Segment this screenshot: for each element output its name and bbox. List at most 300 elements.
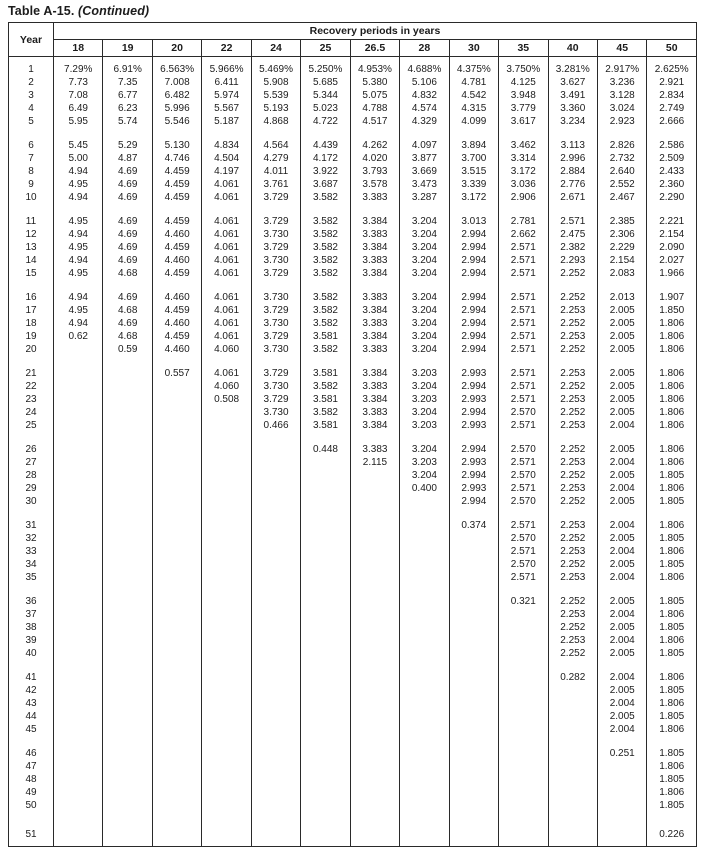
spacer-cell (202, 508, 251, 519)
spacer-cell (9, 432, 54, 443)
table-cell: 3.582 (301, 267, 350, 280)
table-cell (499, 760, 548, 773)
table-cell: 4.197 (202, 165, 251, 178)
spacer-cell (152, 356, 201, 367)
table-cell (54, 380, 103, 393)
table-title (8, 4, 697, 18)
table-cell (251, 828, 300, 841)
table-cell (449, 828, 498, 841)
spacer-cell (251, 128, 300, 139)
spacer-cell (103, 508, 152, 519)
table-cell: 2.826 (597, 139, 646, 152)
spacer-cell (400, 204, 449, 215)
table-cell (499, 608, 548, 621)
table-cell: 2.005 (597, 330, 646, 343)
table-cell (251, 697, 300, 710)
spacer-cell (350, 280, 399, 291)
table-row (9, 684, 697, 697)
spacer-cell (548, 584, 597, 595)
spacer-row (9, 508, 697, 519)
year-column-header: Year (9, 23, 54, 57)
table-cell: 2.004 (597, 697, 646, 710)
spacer-cell (152, 508, 201, 519)
table-cell: 1.805 (647, 747, 697, 760)
table-cell: 3.203 (400, 456, 449, 469)
table-cell (499, 647, 548, 660)
spacer-cell (152, 736, 201, 747)
table-row (9, 330, 697, 343)
table-cell (251, 608, 300, 621)
table-cell: 2.252 (548, 267, 597, 280)
table-cell (499, 723, 548, 736)
table-cell: 4.95 (54, 241, 103, 254)
table-cell: 2.004 (597, 671, 646, 684)
spacer-row (9, 204, 697, 215)
table-cell: 2.252 (548, 406, 597, 419)
table-row (9, 317, 697, 330)
year-cell: 49 (9, 786, 54, 799)
table-cell (202, 697, 251, 710)
table-cell (350, 747, 399, 760)
table-row (9, 380, 697, 393)
spacer-cell (103, 584, 152, 595)
spacer-cell (350, 584, 399, 595)
spacer-cell (449, 841, 498, 847)
period-column-header: 22 (202, 40, 251, 57)
table-cell (548, 760, 597, 773)
spacer-row (9, 280, 697, 291)
spacer-cell (597, 508, 646, 519)
spacer-cell (350, 812, 399, 828)
table-cell (103, 828, 152, 841)
period-column-header: 45 (597, 40, 646, 57)
table-row (9, 367, 697, 380)
table-row (9, 304, 697, 317)
year-cell: 12 (9, 228, 54, 241)
spacer-cell (449, 736, 498, 747)
table-cell: 2.570 (499, 558, 548, 571)
table-cell: 5.685 (301, 76, 350, 89)
table-cell: 1.805 (647, 469, 697, 482)
table-cell: 3.582 (301, 317, 350, 330)
table-cell: 3.287 (400, 191, 449, 204)
table-cell: 4.781 (449, 76, 498, 89)
table-cell (597, 773, 646, 786)
table-cell: 5.106 (400, 76, 449, 89)
table-cell: 3.730 (251, 380, 300, 393)
table-cell: 4.375% (449, 63, 498, 76)
spacer-cell (301, 508, 350, 519)
table-cell: 4.95 (54, 267, 103, 280)
spacer-cell (301, 204, 350, 215)
table-cell (350, 595, 399, 608)
table-row (9, 241, 697, 254)
table-cell (54, 571, 103, 584)
spacer-cell (548, 204, 597, 215)
table-cell: 2.640 (597, 165, 646, 178)
table-cell: 3.204 (400, 406, 449, 419)
table-cell: 4.69 (103, 228, 152, 241)
table-cell: 2.253 (548, 304, 597, 317)
table-cell: 3.339 (449, 178, 498, 191)
spacer-cell (597, 841, 646, 847)
table-cell (400, 671, 449, 684)
table-cell: 3.793 (350, 165, 399, 178)
spacer-cell (202, 432, 251, 443)
table-cell: 3.204 (400, 241, 449, 254)
table-cell (103, 747, 152, 760)
table-cell: 3.473 (400, 178, 449, 191)
table-cell (54, 621, 103, 634)
table-row (9, 254, 697, 267)
spacer-cell (152, 660, 201, 671)
table-cell: 3.234 (548, 115, 597, 128)
spacer-cell (9, 736, 54, 747)
table-cell: 2.570 (499, 469, 548, 482)
table-cell: 6.482 (152, 89, 201, 102)
spacer-cell (103, 356, 152, 367)
year-cell: 42 (9, 684, 54, 697)
table-cell (499, 671, 548, 684)
table-cell: 2.004 (597, 482, 646, 495)
table-cell (301, 786, 350, 799)
table-cell: 2.252 (548, 317, 597, 330)
table-row (9, 671, 697, 684)
table-cell (251, 545, 300, 558)
table-cell: 1.805 (647, 647, 697, 660)
year-cell: 29 (9, 482, 54, 495)
table-cell (202, 469, 251, 482)
table-cell: 2.004 (597, 419, 646, 432)
table-cell: 2.994 (449, 380, 498, 393)
table-cell: 4.94 (54, 291, 103, 304)
table-cell: 7.73 (54, 76, 103, 89)
table-cell: 3.582 (301, 228, 350, 241)
table-cell: 2.115 (350, 456, 399, 469)
table-cell (202, 684, 251, 697)
table-cell: 4.125 (499, 76, 548, 89)
spacer-cell (9, 204, 54, 215)
spacer-row (9, 128, 697, 139)
table-cell: 4.746 (152, 152, 201, 165)
spacer-cell (9, 841, 54, 847)
table-cell: 2.253 (548, 367, 597, 380)
table-cell (152, 558, 201, 571)
year-cell: 33 (9, 545, 54, 558)
table-cell: 3.383 (350, 317, 399, 330)
table-cell: 1.806 (647, 482, 697, 495)
table-row (9, 343, 697, 356)
table-cell (202, 621, 251, 634)
table-cell (350, 532, 399, 545)
table-row (9, 456, 697, 469)
table-cell (548, 828, 597, 841)
table-cell: 3.383 (350, 406, 399, 419)
table-cell: 1.806 (647, 519, 697, 532)
spacer-cell (202, 356, 251, 367)
spacer-cell (54, 432, 103, 443)
table-cell (548, 786, 597, 799)
table-cell: 4.279 (251, 152, 300, 165)
table-cell: 2.005 (597, 621, 646, 634)
year-cell: 19 (9, 330, 54, 343)
table-cell: 2.005 (597, 406, 646, 419)
table-cell (548, 773, 597, 786)
table-cell: 1.805 (647, 621, 697, 634)
table-cell: 4.459 (152, 304, 201, 317)
table-cell: 2.571 (499, 267, 548, 280)
table-cell (54, 671, 103, 684)
table-cell (54, 828, 103, 841)
table-cell: 2.994 (449, 495, 498, 508)
spacer-cell (350, 128, 399, 139)
spacer-cell (597, 204, 646, 215)
spacer-cell (202, 128, 251, 139)
table-cell: 3.384 (350, 393, 399, 406)
table-cell (449, 558, 498, 571)
table-cell (251, 621, 300, 634)
table-cell: 3.582 (301, 406, 350, 419)
spacer-cell (647, 280, 697, 291)
year-cell: 6 (9, 139, 54, 152)
table-row (9, 469, 697, 482)
table-cell (350, 773, 399, 786)
table-row (9, 495, 697, 508)
table-cell: 6.91% (103, 63, 152, 76)
table-cell (499, 747, 548, 760)
recovery-periods-header: Recovery periods in years (54, 23, 697, 40)
table-cell: 2.221 (647, 215, 697, 228)
table-cell (202, 482, 251, 495)
table-cell (400, 747, 449, 760)
table-cell: 2.571 (499, 519, 548, 532)
table-cell (152, 634, 201, 647)
table-cell (103, 760, 152, 773)
spacer-cell (499, 356, 548, 367)
table-cell: 3.761 (251, 178, 300, 191)
table-cell: 1.805 (647, 558, 697, 571)
table-cell (449, 647, 498, 660)
table-cell (54, 393, 103, 406)
year-cell: 47 (9, 760, 54, 773)
table-cell: 4.68 (103, 330, 152, 343)
table-cell (350, 634, 399, 647)
table-cell: 4.061 (202, 215, 251, 228)
table-cell (54, 495, 103, 508)
table-cell (350, 828, 399, 841)
table-cell: 4.68 (103, 267, 152, 280)
table-cell: 3.384 (350, 215, 399, 228)
spacer-cell (251, 812, 300, 828)
table-cell: 4.87 (103, 152, 152, 165)
table-cell: 4.460 (152, 291, 201, 304)
spacer-cell (400, 280, 449, 291)
table-cell: 2.004 (597, 571, 646, 584)
spacer-cell (9, 660, 54, 671)
table-cell: 5.023 (301, 102, 350, 115)
table-cell (350, 495, 399, 508)
table-cell (301, 760, 350, 773)
table-title-continued: (Continued) (74, 4, 150, 18)
spacer-cell (152, 128, 201, 139)
table-cell (350, 760, 399, 773)
table-cell (152, 393, 201, 406)
table-cell (251, 532, 300, 545)
table-cell: 2.994 (449, 317, 498, 330)
table-cell (350, 684, 399, 697)
table-cell: 3.877 (400, 152, 449, 165)
table-cell: 2.571 (499, 456, 548, 469)
table-cell: 5.380 (350, 76, 399, 89)
period-column-header: 35 (499, 40, 548, 57)
table-cell (152, 799, 201, 812)
table-cell: 4.459 (152, 330, 201, 343)
table-cell (103, 697, 152, 710)
spacer-cell (597, 736, 646, 747)
table-cell: 0.226 (647, 828, 697, 841)
table-cell: 1.805 (647, 495, 697, 508)
table-cell (103, 469, 152, 482)
year-cell: 7 (9, 152, 54, 165)
table-cell: 2.253 (548, 393, 597, 406)
table-cell: 2.662 (499, 228, 548, 241)
spacer-cell (301, 812, 350, 828)
spacer-cell (548, 660, 597, 671)
table-cell: 4.953% (350, 63, 399, 76)
table-row (9, 558, 697, 571)
table-cell (548, 684, 597, 697)
table-cell: 2.906 (499, 191, 548, 204)
year-cell: 20 (9, 343, 54, 356)
table-cell (449, 671, 498, 684)
table-cell (400, 710, 449, 723)
spacer-cell (499, 584, 548, 595)
spacer-cell (647, 508, 697, 519)
table-cell (400, 608, 449, 621)
table-cell (152, 380, 201, 393)
table-row (9, 76, 697, 89)
table-cell: 0.400 (400, 482, 449, 495)
spacer-cell (152, 432, 201, 443)
table-row (9, 786, 697, 799)
table-cell: 5.908 (251, 76, 300, 89)
table-cell (54, 760, 103, 773)
table-cell: 2.005 (597, 710, 646, 723)
table-cell: 2.994 (449, 304, 498, 317)
spacer-cell (202, 280, 251, 291)
table-cell (54, 456, 103, 469)
table-cell (103, 482, 152, 495)
table-cell (202, 558, 251, 571)
spacer-cell (54, 128, 103, 139)
year-cell: 34 (9, 558, 54, 571)
table-cell (103, 647, 152, 660)
spacer-cell (54, 508, 103, 519)
table-cell: 4.94 (54, 254, 103, 267)
table-cell (350, 558, 399, 571)
table-cell (152, 545, 201, 558)
table-cell (499, 621, 548, 634)
spacer-cell (350, 204, 399, 215)
table-cell: 3.036 (499, 178, 548, 191)
year-cell: 9 (9, 178, 54, 191)
table-cell: 4.788 (350, 102, 399, 115)
table-cell: 4.69 (103, 215, 152, 228)
table-cell: 0.62 (54, 330, 103, 343)
table-cell: 2.005 (597, 595, 646, 608)
table-cell: 2.571 (499, 254, 548, 267)
table-cell: 3.730 (251, 317, 300, 330)
table-cell (301, 469, 350, 482)
year-cell: 3 (9, 89, 54, 102)
table-cell: 3.729 (251, 367, 300, 380)
table-cell (400, 634, 449, 647)
table-cell (548, 799, 597, 812)
table-row (9, 406, 697, 419)
table-cell: 4.69 (103, 317, 152, 330)
table-cell: 2.994 (449, 291, 498, 304)
table-cell (251, 558, 300, 571)
spacer-cell (54, 660, 103, 671)
period-column-header: 30 (449, 40, 498, 57)
table-cell (103, 723, 152, 736)
table-cell: 4.061 (202, 178, 251, 191)
spacer-cell (350, 841, 399, 847)
table-cell (449, 760, 498, 773)
table-row (9, 152, 697, 165)
table-cell: 2.993 (449, 419, 498, 432)
table-cell: 1.806 (647, 786, 697, 799)
table-cell: 2.253 (548, 634, 597, 647)
spacer-cell (499, 432, 548, 443)
table-cell: 3.581 (301, 330, 350, 343)
table-cell (202, 828, 251, 841)
table-cell: 3.582 (301, 215, 350, 228)
table-cell (103, 710, 152, 723)
table-cell: 4.832 (400, 89, 449, 102)
table-cell: 2.004 (597, 723, 646, 736)
table-cell (202, 443, 251, 456)
table-cell (449, 532, 498, 545)
table-cell: 0.251 (597, 747, 646, 760)
table-cell: 3.204 (400, 291, 449, 304)
table-cell: 5.539 (251, 89, 300, 102)
table-row (9, 747, 697, 760)
table-cell: 2.921 (647, 76, 697, 89)
table-cell: 2.571 (548, 215, 597, 228)
table-cell (54, 469, 103, 482)
table-cell: 3.113 (548, 139, 597, 152)
table-cell (449, 571, 498, 584)
table-cell: 4.061 (202, 228, 251, 241)
table-cell: 3.236 (597, 76, 646, 89)
spacer-cell (251, 508, 300, 519)
table-cell (103, 443, 152, 456)
table-cell: 2.993 (449, 393, 498, 406)
table-cell: 3.204 (400, 317, 449, 330)
table-cell: 3.894 (449, 139, 498, 152)
table-cell: 2.004 (597, 634, 646, 647)
table-cell: 1.806 (647, 330, 697, 343)
table-cell: 4.504 (202, 152, 251, 165)
table-cell: 3.627 (548, 76, 597, 89)
table-cell (54, 558, 103, 571)
table-cell (103, 671, 152, 684)
table-cell: 5.344 (301, 89, 350, 102)
table-cell: 2.253 (548, 571, 597, 584)
table-cell (251, 571, 300, 584)
spacer-cell (9, 508, 54, 519)
